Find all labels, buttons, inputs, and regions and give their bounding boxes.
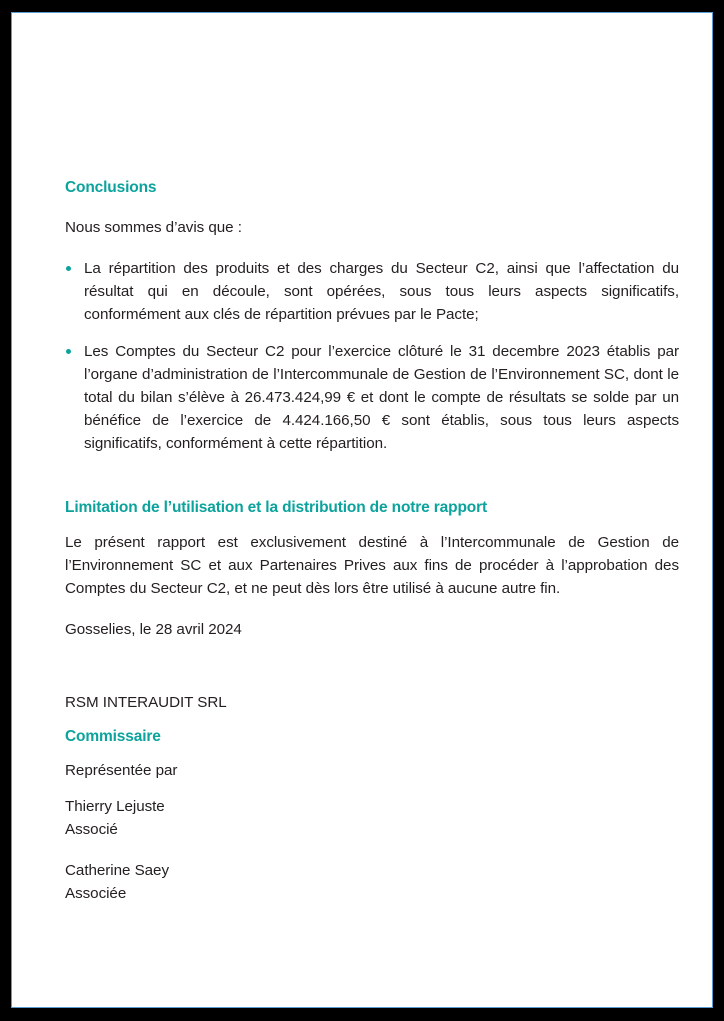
spacer [65, 518, 679, 531]
list-item-text: Les Comptes du Secteur C2 pour l’exercice clôturé le 31 decembre 2023 établis par l’organe d’administration de l’Intercommunale de Gestion de l’Environnement SC, dont le total du bilan s’élève à 26.473.424,99 € et dont le compte de résultats se solde par un bénéfice de l’exercice de 4.424.166,50 € sont établis, sous tous leurs aspects significatifs, conformément à cette répartition. [84, 342, 679, 453]
list-item-text: La répartition des produits et des charges du Secteur C2, ainsi que l’affectation du résultat qui en découle, sont opérées, sous tous leurs aspects significatifs, conformément aux clés de répartition prévues par le Pacte; [84, 259, 679, 323]
list-item [65, 257, 679, 326]
limitation-heading: Limitation de l’utilisation et la distribution de notre rapport [65, 499, 487, 517]
signatory-title: Associée [65, 885, 127, 903]
signatory-entry [65, 859, 679, 905]
conclusions-intro: Nous sommes d’avis que : [65, 218, 242, 236]
bullet-dot-icon [66, 266, 71, 271]
spacer [65, 641, 679, 691]
spacer [65, 841, 679, 859]
signatory-name: Catherine Saey [65, 862, 169, 880]
signature-block [65, 691, 679, 905]
spacer [65, 746, 679, 759]
signatory-entry [65, 795, 679, 841]
conclusions-heading: Conclusions [65, 179, 157, 196]
conclusions-bullet-list [65, 257, 679, 456]
signatory-name: Thierry Lejuste [65, 798, 165, 816]
spacer [65, 782, 679, 795]
document-page [11, 12, 713, 1008]
page-content [65, 179, 679, 906]
spacer [65, 715, 679, 728]
bullet-dot-icon [66, 349, 71, 354]
commissaire-role-heading: Commissaire [65, 727, 161, 745]
limitation-paragraph: Le présent rapport est exclusivement destiné à l’Intercommunale de Gestion de l’Environnement SC et aux Partenaires Prives aux fins de procéder à l’approbation des Comptes du Secteur C2, et ne peut dès lors être utilisé à aucune autre fin. [65, 534, 679, 598]
spacer [65, 600, 679, 618]
represented-by-label: Représentée par [65, 762, 178, 780]
place-and-date: Gosselies, le 28 avril 2024 [65, 621, 242, 639]
spacer [65, 239, 679, 257]
spacer [65, 198, 679, 216]
signatory-title: Associé [65, 821, 118, 839]
firm-name: RSM INTERAUDIT SRL [65, 694, 227, 712]
list-item [65, 340, 679, 455]
spacer [65, 455, 679, 499]
